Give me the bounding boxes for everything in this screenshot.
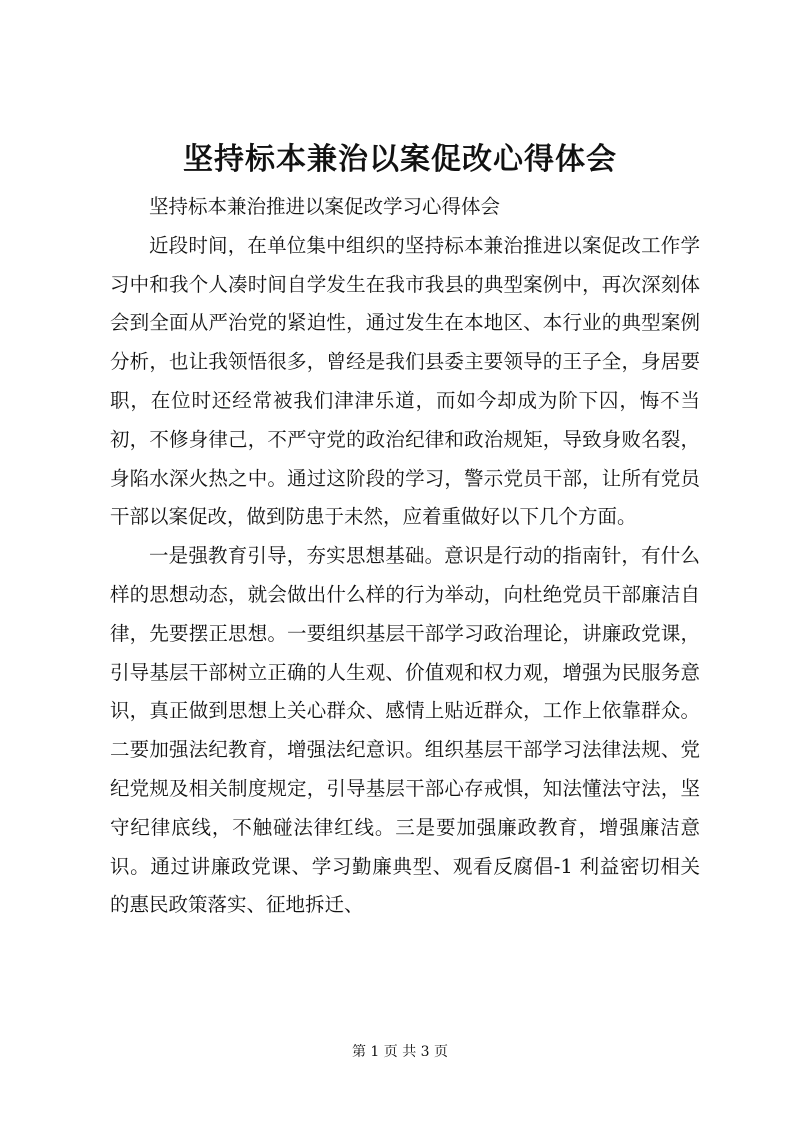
body-paragraph: 近段时间，在单位集中组织的坚持标本兼治推进以案促改工作学习中和我个人凑时间自学发生在我市我县的典型案例中，再次深刻体会到全面从严治党的紧迫性，通过发生在本地区、本行业的典型案例分析，也让我领悟很多，曾经是我们县委主要领导的王子全，身居要职，在位时还经常被我们津津乐道，而如今却成为阶下囚，悔不当初，不修身律己，不严守党的政治纪律和政治规矩，导致身败名裂，身陷水深火热之中。通过这阶段的学习，警示党员干部，让所有党员干部以案促改，做到防患于未然，应着重做好以下几个方面。: [110, 233, 700, 529]
body-paragraph: 一是强教育引导，夯实思想基础。意识是行动的指南针，有什么样的思想动态，就会做出什么样的行为举动，向杜绝党员干部廉洁自律，先要摆正思想。一要组织基层干部学习政治理论，讲廉政党课，引导基层干部树立正确的人生观、价值观和权力观，增强为民服务意识，真正做到思想上关心群众、感情上贴近群众，工作上依靠群众。二要加强法纪教育，增强法纪意识。组织基层干部学习法律法规、党纪党规及相关制度规定，引导基层干部心存戒惧，知法懂法守法，坚守纪律底线，不触碰法律红线。三是要加强廉政教育，增强廉洁意识。通过讲廉政党课、学习勤廉典型、观看反腐倡-1 利益密切相关的惠民政策落实、征地拆迁、: [110, 544, 700, 917]
document-title: 坚持标本兼治以案促改心得体会: [183, 142, 617, 177]
document-body: [110, 188, 700, 925]
page-footer: 第 1 页 共 3 页: [351, 1044, 449, 1060]
subtitle-paragraph: 坚持标本兼治推进以案促改学习心得体会: [149, 195, 501, 218]
